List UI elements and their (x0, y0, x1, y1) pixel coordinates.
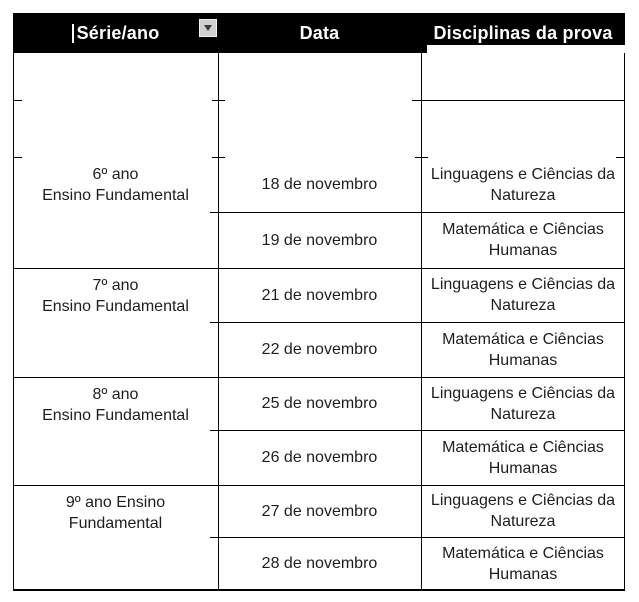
column-header-label: Data (299, 22, 340, 43)
chevron-down-icon (204, 25, 212, 31)
subjects-cell[interactable] (422, 212, 624, 268)
subjects-line: Natureza (490, 513, 556, 530)
subjects-cell[interactable] (422, 322, 624, 377)
column-header-label: Disciplinas da prova (433, 22, 613, 43)
subjects-line: Matemática e Ciências (442, 330, 604, 348)
date-cell[interactable]: 26 de novembro (261, 449, 378, 466)
subjects-cell[interactable] (422, 430, 624, 485)
subjects-line: Humanas (488, 565, 558, 583)
subjects-line: Natureza (490, 186, 556, 204)
subjects-line: Matemática e Ciências (442, 221, 604, 238)
text-cursor (72, 24, 74, 43)
subjects-line: Natureza (490, 405, 556, 423)
table-header-row (13, 13, 625, 53)
column-header-disciplinas[interactable] (421, 13, 625, 53)
date-cell[interactable]: 21 de novembro (261, 286, 378, 304)
subjects-line: Humanas (488, 242, 558, 259)
subjects-line: Linguagens e Ciências da (430, 492, 616, 509)
filter-dropdown-button[interactable] (199, 19, 217, 37)
grade-cell[interactable] (14, 492, 217, 588)
subjects-line: Natureza (490, 297, 556, 314)
date-cell[interactable]: 27 de novembro (261, 502, 378, 520)
grade-cell[interactable] (14, 384, 217, 483)
subjects-line: Humanas (488, 351, 558, 369)
subjects-cell[interactable] (422, 157, 624, 212)
subjects-line: Linguagens e Ciências da (430, 165, 616, 183)
grid-tick (13, 100, 22, 101)
grade-line: 7º ano (92, 277, 139, 294)
date-cell[interactable]: 25 de novembro (261, 395, 378, 412)
grade-line: Fundamental (68, 515, 163, 532)
column-header-data[interactable] (218, 13, 421, 53)
grid-line (412, 100, 625, 101)
subjects-line: Linguagens e Ciências da (430, 276, 616, 293)
date-cell[interactable]: 18 de novembro (261, 176, 378, 193)
grade-cell[interactable] (14, 164, 217, 264)
subjects-line: Matemática e Ciências (442, 438, 604, 456)
date-cell[interactable]: 22 de novembro (261, 341, 378, 358)
grade-line: Ensino Fundamental (42, 187, 189, 204)
date-cell[interactable]: 28 de novembro (261, 555, 378, 572)
grid-tick (212, 100, 225, 101)
grade-line: Ensino Fundamental (42, 407, 189, 424)
grade-line: 8º ano (92, 386, 139, 403)
grade-line: 6º ano (92, 166, 139, 183)
subjects-line: Linguagens e Ciências da (430, 384, 616, 402)
column-header-serie-ano[interactable] (13, 13, 218, 53)
grid-tick (13, 157, 22, 158)
column-header-label: Série/ano (76, 22, 160, 43)
grade-cell[interactable] (14, 275, 217, 375)
grade-line: 9º ano Ensino (65, 494, 166, 511)
date-cell[interactable]: 19 de novembro (261, 231, 378, 249)
subjects-line: Matemática e Ciências (442, 544, 604, 562)
header-fill-gap-artifact (427, 45, 627, 53)
subjects-cell[interactable] (422, 485, 624, 537)
grade-line: Ensino Fundamental (42, 298, 189, 315)
subjects-line: Humanas (488, 459, 558, 477)
subjects-cell[interactable] (422, 377, 624, 430)
subjects-cell[interactable] (422, 537, 624, 590)
subjects-cell[interactable] (422, 268, 624, 322)
